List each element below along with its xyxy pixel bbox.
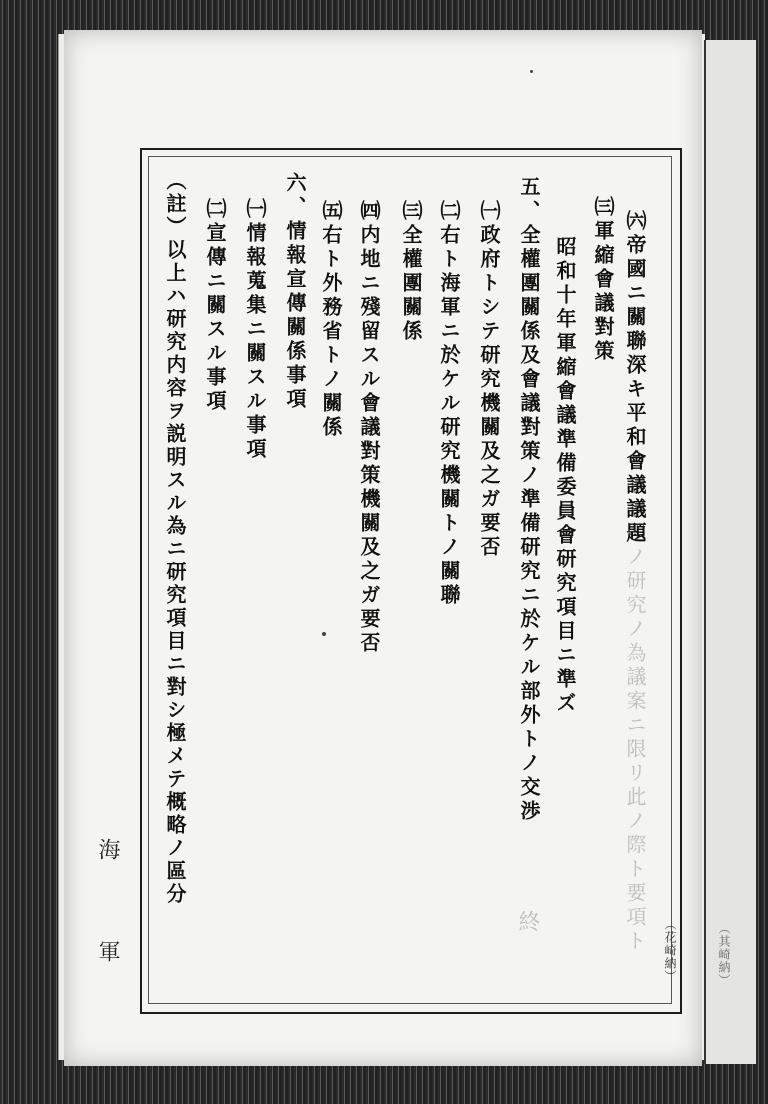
ink-speck xyxy=(322,632,326,636)
margin-char-bottom: 軍 xyxy=(95,940,120,962)
line-showa-committee: 昭和十年軍縮會議準備委員會研究項目ニ準ズ xyxy=(553,236,577,716)
far-right-tag: （其崎納） xyxy=(717,922,731,987)
margin-char-top: 海 xyxy=(95,838,120,860)
line-disarmament-heading: ㈢軍縮會議對策 xyxy=(591,196,615,364)
right-margin-tag: （花崎納） xyxy=(663,918,677,983)
line-note: （註）以上ハ研究内容ヲ説明スル為ニ研究項目ニ對シ極メテ概略ノ區分 xyxy=(163,170,187,906)
line-domestic-agency: ㈣内地ニ殘留スル會議對策機關及之ガ要否 xyxy=(357,200,381,656)
line-plenipotentiary: ㈢全權團關係 xyxy=(399,200,423,344)
line-peace-conference: ㈥帝國ニ關聯深キ平和會議議題ノ研究ノ為議案ニ限リ此ノ際ト要項ト xyxy=(623,210,647,954)
line-navy-research: ㈡右ト海軍ニ於ケル研究機關トノ關聯 xyxy=(437,200,461,608)
end-mark: 終 xyxy=(515,910,540,936)
adjacent-page xyxy=(704,40,756,1064)
line-section-six: 六、情報宣傳關係事項 xyxy=(283,172,307,412)
line-section-five: 五、全權團關係及會議對策ノ準備研究ニ於ケル部外トノ交渉 xyxy=(517,176,541,824)
ink-speck xyxy=(530,70,533,73)
line-government-research: ㈠政府トシテ研究機關及之ガ要否 xyxy=(477,200,501,560)
line-information-gathering: ㈠情報蒐集ニ關スル事項 xyxy=(243,198,267,462)
line-foreign-ministry: ㈤右ト外務省トノ關係 xyxy=(319,200,343,440)
line-propaganda: ㈡宣傳ニ關スル事項 xyxy=(203,198,227,414)
